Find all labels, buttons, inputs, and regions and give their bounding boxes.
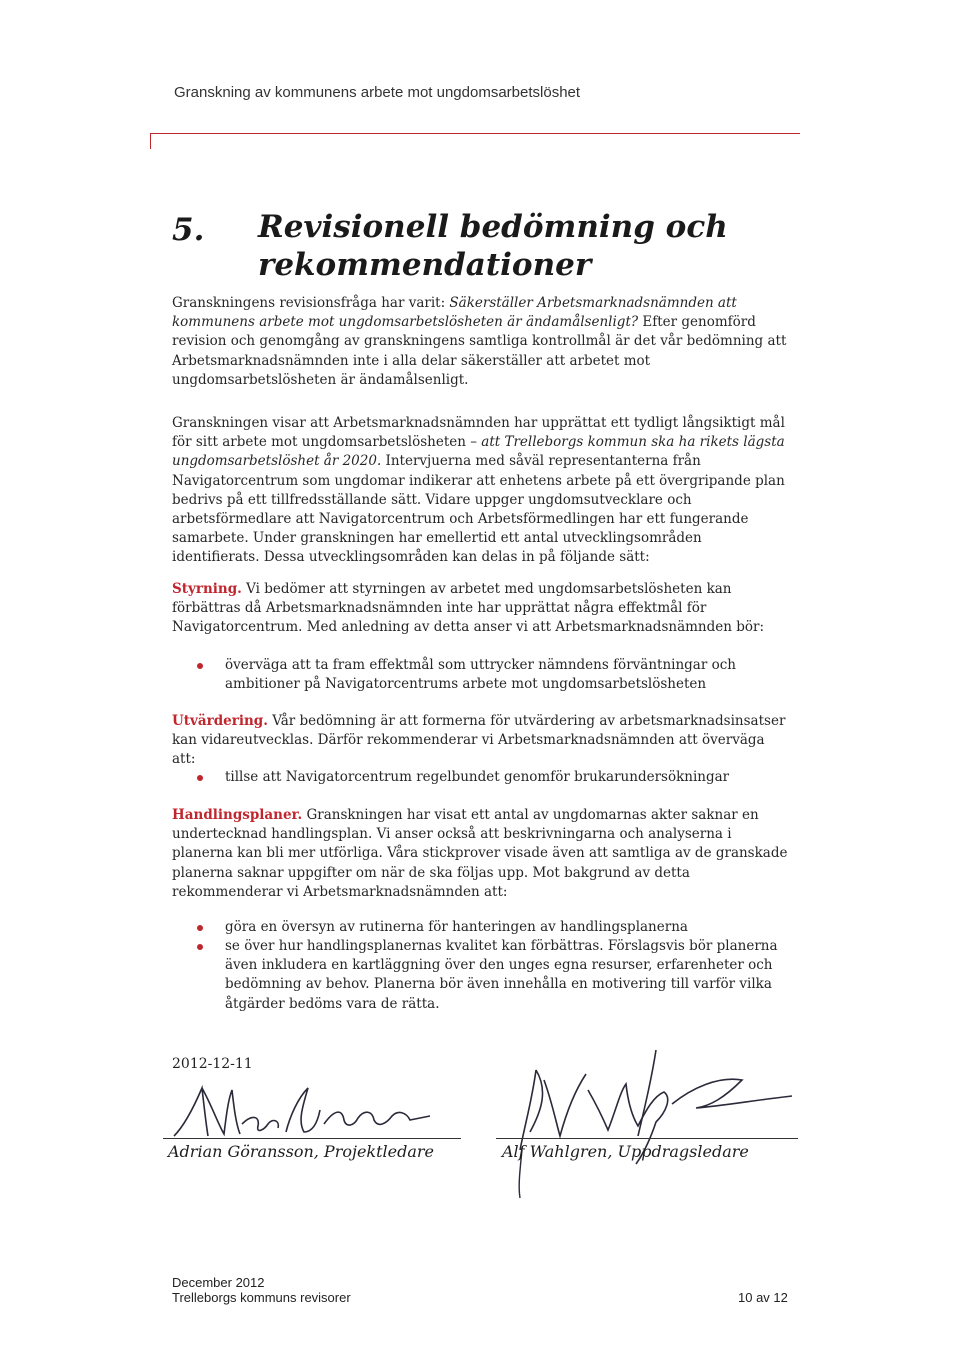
list-item bbox=[172, 918, 790, 937]
signature-line-2 bbox=[496, 1138, 798, 1139]
handlingsplaner-text: Granskningen har visat ett antal av ungdomarnas akter saknar en undertecknad handlingsplan. Vi anser också att beskrivningarna och analyserna i planerna kan bli mer utförliga. Våra stickprover visade även att samtliga av de granskade planerna saknar uppgifter om när de ska följas upp. Mot bakgrund av detta rekommenderar vi Arbetsmarknadsnämnden att: bbox=[172, 807, 788, 900]
intro-paragraph bbox=[172, 294, 790, 390]
signature-1-handwriting bbox=[168, 1080, 438, 1142]
running-header: Granskning av kommunens arbete mot ungdomsarbetslöshet bbox=[174, 84, 581, 101]
list-item bbox=[172, 937, 790, 1014]
utvardering-paragraph bbox=[172, 712, 790, 770]
section-title: Revisionell bedömning och rekommendationer bbox=[258, 209, 728, 283]
list-item-text: se över hur handlingsplanernas kvalitet kan förbättras. Förslagsvis bör planerna även inkludera en kartläggning över den unges egna resurser, erfarenheter och bedömning av behov. Planerna bör även innehålla en motivering till varför vilka åtgärder bedöms vara de rätta. bbox=[225, 938, 778, 1012]
utvardering-label: Utvärdering. bbox=[172, 713, 268, 729]
styrning-paragraph bbox=[172, 580, 790, 638]
utvardering-text: Vår bedömning är att formerna för utvärdering av arbetsmarknadsinsatser kan vidareutvecklas. Därför rekommenderar vi Arbetsmarknadsnämnden att överväga att: bbox=[172, 713, 786, 768]
findings-rest: Intervjuerna med såväl representanterna från Navigatorcentrum som ungdomar indikerar att enhetens arbete på ett övergripande plan bedrivs på ett tillfredsställande sätt. Vidare uppger ungdomsutvecklare och arbetsförmedlare att Navigatorcentrum och Arbetsförmedlingen har ett fungerande samarbete. Under granskningen har emellertid ett antal utvecklingsområden identifierats. Dessa utvecklingsområden kan delas in på följande sätt: bbox=[172, 453, 785, 566]
bullet-icon bbox=[197, 925, 203, 931]
styrning-text: Vi bedömer att styrningen av arbetet med ungdomsarbetslösheten kan förbättras då Arbetsmarknadsnämnden inte har upprättat några effektmål för Navigatorcentrum. Med anledning av detta anser vi att Arbetsmarknadsnämnden bör: bbox=[172, 581, 765, 636]
list-item bbox=[172, 768, 790, 787]
long-term-goal: att Trelleborgs kommun ska ha rikets lägsta ungdomsarbetslöshet år 2020. bbox=[172, 434, 785, 470]
list-item-text: överväga att ta fram effektmål som uttrycker nämndens förväntningar och ambitioner på Navigatorcentrums arbete mot ungdomsarbetslösheten bbox=[225, 657, 736, 693]
signature-date: 2012-12-11 bbox=[172, 1056, 253, 1072]
list-item-text: göra en översyn av rutinerna för hanteringen av handlingsplanerna bbox=[225, 919, 688, 935]
page-number: 10 av 12 bbox=[738, 1290, 788, 1305]
signer-1-name: Adrian Göransson, Projektledare bbox=[168, 1142, 435, 1161]
handlingsplaner-paragraph bbox=[172, 806, 790, 902]
list-item-text: tillse att Navigatorcentrum regelbundet genomför brukarundersökningar bbox=[225, 769, 730, 785]
header-rule-tick bbox=[150, 133, 151, 149]
revision-question: Säkerställer Arbetsmarknadsnämnden att kommunens arbete mot ungdomsarbetslösheten är ändamålsenligt? bbox=[172, 295, 737, 331]
list-item bbox=[172, 656, 790, 694]
bullet-icon bbox=[197, 775, 203, 781]
findings-lead: Granskningen visar att Arbetsmarknadsnämnden har upprättat ett tydligt långsiktigt mål för sitt arbete mot ungdomsarbetslösheten – bbox=[172, 415, 785, 451]
bullet-icon bbox=[197, 663, 203, 669]
header-rule bbox=[150, 133, 800, 134]
section-number: 5. bbox=[172, 212, 205, 248]
footer-org: Trelleborgs kommuns revisorer bbox=[172, 1290, 351, 1305]
signer-2-name: Alf Wahlgren, Uppdragsledare bbox=[502, 1142, 749, 1161]
footer-date: December 2012 bbox=[172, 1275, 265, 1290]
bullet-icon bbox=[197, 944, 203, 950]
styrning-label: Styrning. bbox=[172, 581, 242, 597]
handlingsplaner-label: Handlingsplaner. bbox=[172, 807, 303, 823]
signature-2-handwriting bbox=[496, 1040, 796, 1200]
signature-line-1 bbox=[163, 1138, 461, 1139]
intro-lead: Granskningens revisionsfråga har varit: bbox=[172, 295, 450, 311]
findings-paragraph bbox=[172, 414, 790, 568]
intro-rest: Efter genomförd revision och genomgång av granskningens samtliga kontrollmål är det vår bedömning att Arbetsmarknadsnämnden inte i alla delar säkerställer att arbetet mot ungdomsarbetslösheten är ändamålsenligt. bbox=[172, 314, 787, 388]
